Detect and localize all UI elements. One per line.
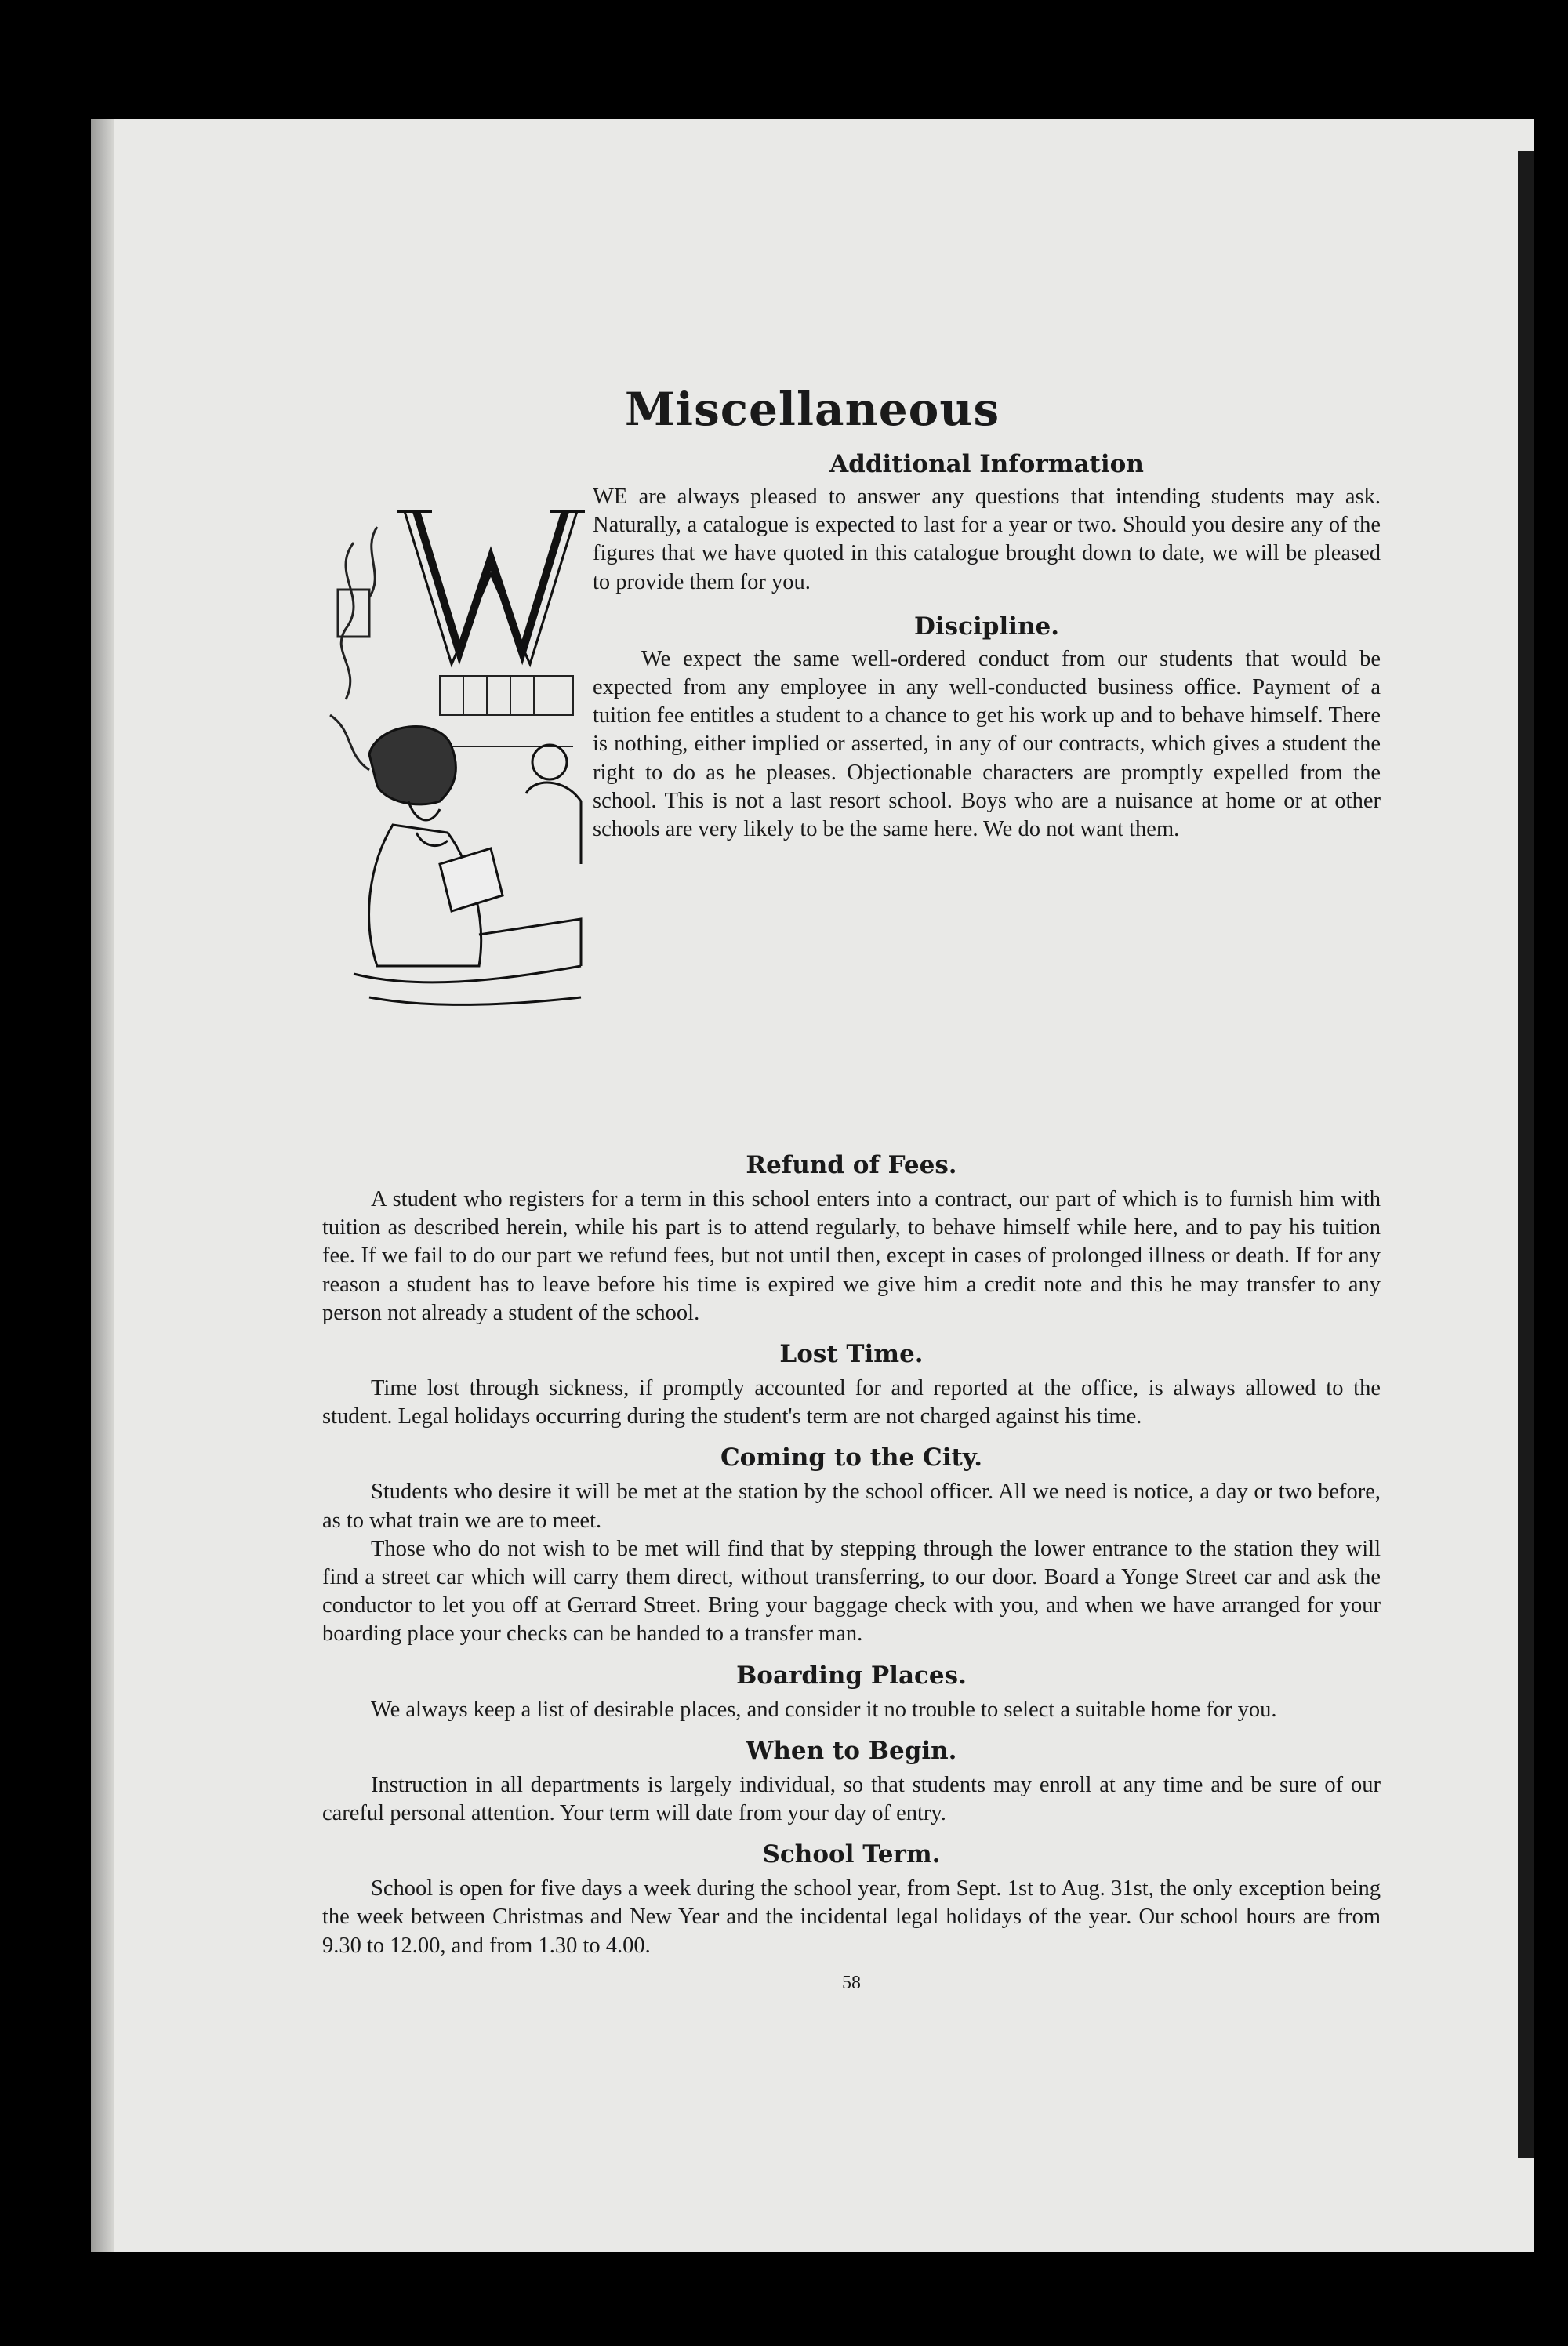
heading-school-term: School Term.	[762, 1840, 941, 1869]
heading-refund-of-fees: Refund of Fees.	[746, 1151, 957, 1179]
dropcap-w-illustration	[397, 511, 585, 664]
heading-discipline: Discipline.	[913, 612, 1060, 641]
paragraph-when-to-begin: Instruction in all departments is largely individual, so that students may enroll at any time and be sure of our careful personal attention. Your term will date from your day of entry.	[322, 1772, 1381, 1826]
document-page	[91, 119, 1534, 2252]
paragraph-lost-time: Time lost through sickness, if promptly accounted for and reported at the office, is always allowed to the student. Legal holidays occurring during the student's term are not charged against his time.	[322, 1376, 1381, 1429]
paragraph-additional-information: WE are always pleased to answer any questions that intending students may ask. Naturally, a catalogue is expected to last for a year or two. Should you desire any of the figures that we have quoted in this catalogue brought down to date, we will be pleased to provide them for you.	[593, 485, 1381, 594]
heading-coming-to-the-city: Coming to the City.	[720, 1444, 983, 1473]
content-column	[322, 448, 1381, 1994]
page-binding-shadow	[91, 119, 114, 2252]
paragraph-school-term: School is open for five days a week during the school year, from Sept. 1st to Aug. 31st, the only exception being the week between Christmas and New Year and the incidental legal holidays of the year. Our school hours are from 9.30 to 12.00, and from 1.30 to 4.00.	[322, 1876, 1381, 1958]
intro-text-block	[593, 448, 1381, 844]
paragraph-discipline: We expect the same well-ordered conduct from our students that would be expected from any employee in any well-conducted business office. Payment of a tuition fee entitles a student to a chance to get his work up and to behave himself. There is nothing, either implied or asserted, in any of our contracts, which gives a student the right to do as he pleases. Objectionable characters are promptly expelled from the school. This is not a last resort school. Boys who are a nuisance at home or at other schools are very likely to be the same here. We do not want them.	[593, 646, 1381, 842]
heading-lost-time: Lost Time.	[779, 1340, 924, 1369]
paragraph-refund-of-fees: A student who registers for a term in this school enters into a contract, our part of which is to furnish him with tuition as described herein, while his part is to attend regularly, to behave himself while here, and to pay his tuition fee. If we fail to do our part we refund fees, but not until then, except in cases of prolonged illness or death. If for any reason a student has to leave before his time is expired we give him a credit note and this he may transfer to any person not already a student of the school.	[322, 1187, 1381, 1325]
paragraph-boarding-places: We always keep a list of desirable places, and consider it no trouble to select a suitable home for you.	[371, 1697, 1277, 1722]
paragraph-coming-to-the-city-2: Those who do not wish to be met will find that by stepping through the lower entrance to the station they will find a street car which will carry them direct, without transferring, to our door. Board a Yonge Street car and ask the conductor to let you off at Gerrard Street. Bring your baggage check with you, and when we have arranged for your boarding place your checks can be handed to a transfer man.	[322, 1536, 1381, 1647]
page-number: 58	[842, 1972, 861, 1993]
heading-additional-information: Additional Information	[829, 450, 1144, 478]
intro-block	[322, 448, 1381, 1138]
heading-boarding-places: Boarding Places.	[736, 1661, 967, 1690]
page-title: Miscellaneous	[624, 383, 1000, 436]
woman-reading-illustration	[322, 496, 589, 1021]
page-edge	[1518, 151, 1534, 2158]
paragraph-coming-to-the-city-1: Students who desire it will be met at the station by the school officer. All we need is notice, a day or two before, as to what train we are to meet.	[322, 1480, 1381, 1533]
heading-when-to-begin: When to Begin.	[746, 1736, 957, 1765]
